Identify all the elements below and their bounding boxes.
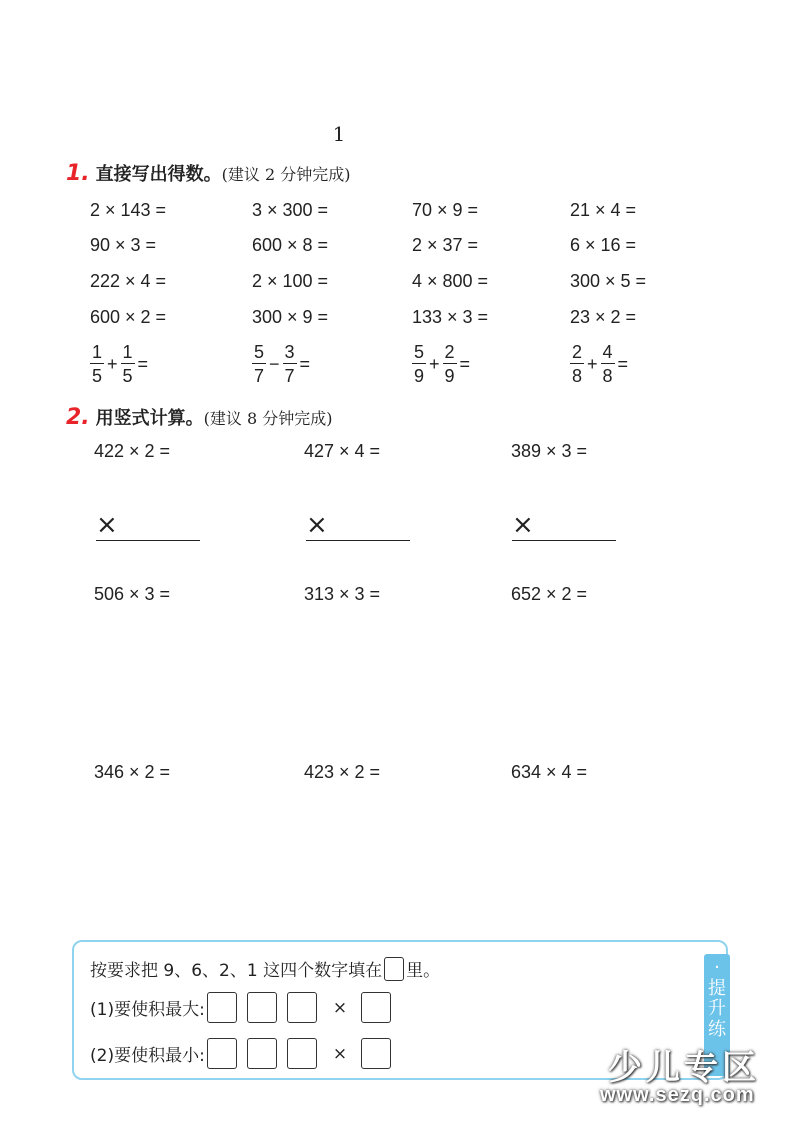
times-sign: × <box>96 510 118 540</box>
section-2-number: 2. <box>66 405 90 430</box>
oral-calc-item: 23 × 2 = <box>570 307 637 327</box>
oral-calc-item: 21 × 4 = <box>570 200 637 220</box>
vertical-calc-item: 634 × 4 = <box>511 762 588 782</box>
equals-sign: = <box>137 353 149 374</box>
times-sign: × <box>332 1043 348 1064</box>
numerator: 2 <box>572 342 583 362</box>
denominator: 8 <box>572 366 583 386</box>
numerator: 4 <box>602 342 613 362</box>
blank-box-icon <box>384 957 404 981</box>
panel-instruction <box>90 956 440 981</box>
numerator: 1 <box>92 342 103 362</box>
oral-calc-item: 600 × 8 = <box>252 235 329 255</box>
operator: − <box>269 353 280 374</box>
oral-calc-item: 90 × 3 = <box>90 235 157 255</box>
oral-calc-item: 4 × 800 = <box>412 271 489 291</box>
vertical-calc-item: 427 × 4 = <box>304 441 381 461</box>
answer-box[interactable] <box>287 1038 317 1069</box>
fraction-calc-item <box>570 343 631 385</box>
section-1-number: 1. <box>66 161 90 186</box>
section-1-heading: 直接写出得数。 <box>95 164 222 185</box>
vertical-calc-item: 652 × 2 = <box>511 584 588 604</box>
fraction <box>443 343 457 385</box>
vertical-calc-scaffold <box>96 512 200 541</box>
watermark-logo: 少儿专区 <box>608 1048 760 1088</box>
denominator: 9 <box>444 366 455 386</box>
vertical-calc-item: 423 × 2 = <box>304 762 381 782</box>
denominator: 5 <box>92 366 103 386</box>
section-2-title <box>66 404 333 430</box>
oral-calc-item: 300 × 5 = <box>570 271 647 291</box>
vertical-calc-item: 422 × 2 = <box>94 441 171 461</box>
question-2-label: (2)要使积最小: <box>90 1046 205 1066</box>
vertical-calc-scaffold <box>512 512 616 541</box>
operator: + <box>587 353 598 374</box>
instruction-text: 按要求把 9、6、2、1 这四个数字填在 <box>90 961 383 981</box>
fraction-calc-item <box>412 343 473 385</box>
fraction <box>90 343 104 385</box>
times-sign: × <box>332 997 348 1018</box>
oral-calc-item: 222 × 4 = <box>90 271 167 291</box>
numerator: 2 <box>444 342 455 362</box>
denominator: 9 <box>414 366 425 386</box>
side-tab-char: · <box>714 957 720 978</box>
section-2-note: (建议 8 分钟完成) <box>203 409 333 428</box>
answer-box[interactable] <box>287 992 317 1023</box>
question-2-row <box>90 1038 391 1069</box>
fraction-calc-item <box>252 343 313 385</box>
times-sign: × <box>306 510 328 540</box>
oral-calc-item: 2 × 100 = <box>252 271 329 291</box>
fraction <box>252 343 266 385</box>
calc-underline <box>306 540 410 541</box>
denominator: 7 <box>254 366 265 386</box>
numerator: 5 <box>414 342 425 362</box>
oral-calc-item: 133 × 3 = <box>412 307 489 327</box>
answer-box[interactable] <box>247 1038 277 1069</box>
fraction <box>601 343 615 385</box>
denominator: 8 <box>602 366 613 386</box>
numerator: 3 <box>284 342 295 362</box>
answer-box[interactable] <box>361 992 391 1023</box>
answer-box[interactable] <box>247 992 277 1023</box>
answer-box[interactable] <box>361 1038 391 1069</box>
vertical-calc-item: 313 × 3 = <box>304 584 381 604</box>
fraction <box>283 343 297 385</box>
fraction <box>412 343 426 385</box>
fraction-calc-item <box>90 343 151 385</box>
equals-sign: = <box>299 353 311 374</box>
watermark-url: www.sezq.com <box>600 1084 755 1106</box>
equals-sign: = <box>617 353 629 374</box>
operator: + <box>107 353 118 374</box>
denominator: 7 <box>284 366 295 386</box>
side-tab-char: 升 <box>708 998 726 1020</box>
oral-calc-item: 2 × 37 = <box>412 235 479 255</box>
oral-calc-item: 6 × 16 = <box>570 235 637 255</box>
question-1-label: (1)要使积最大: <box>90 1000 205 1020</box>
answer-box[interactable] <box>207 992 237 1023</box>
vertical-calc-item: 346 × 2 = <box>94 762 171 782</box>
side-tab-char: 提 <box>708 977 726 999</box>
numerator: 5 <box>254 342 265 362</box>
instruction-tail: 里。 <box>406 961 441 981</box>
calc-underline <box>96 540 200 541</box>
oral-calc-item: 3 × 300 = <box>252 200 329 220</box>
oral-calc-item: 300 × 9 = <box>252 307 329 327</box>
oral-calc-item: 600 × 2 = <box>90 307 167 327</box>
oral-calc-item: 2 × 143 = <box>90 200 167 220</box>
calc-underline <box>512 540 616 541</box>
answer-box[interactable] <box>207 1038 237 1069</box>
side-tab-char: 练 <box>708 1019 726 1041</box>
section-1-note: (建议 2 分钟完成) <box>221 165 351 184</box>
vertical-calc-item: 506 × 3 = <box>94 584 171 604</box>
numerator: 1 <box>122 342 133 362</box>
denominator: 5 <box>122 366 133 386</box>
section-1-title <box>66 160 351 186</box>
equals-sign: = <box>459 353 471 374</box>
times-sign: × <box>512 510 534 540</box>
fraction <box>570 343 584 385</box>
oral-calc-item: 70 × 9 = <box>412 200 479 220</box>
vertical-calc-item: 389 × 3 = <box>511 441 588 461</box>
vertical-calc-scaffold <box>306 512 410 541</box>
fraction <box>121 343 135 385</box>
section-2-heading: 用竖式计算。 <box>95 408 204 429</box>
operator: + <box>429 353 440 374</box>
question-1-row <box>90 992 391 1023</box>
page-number: 1 <box>332 122 346 146</box>
